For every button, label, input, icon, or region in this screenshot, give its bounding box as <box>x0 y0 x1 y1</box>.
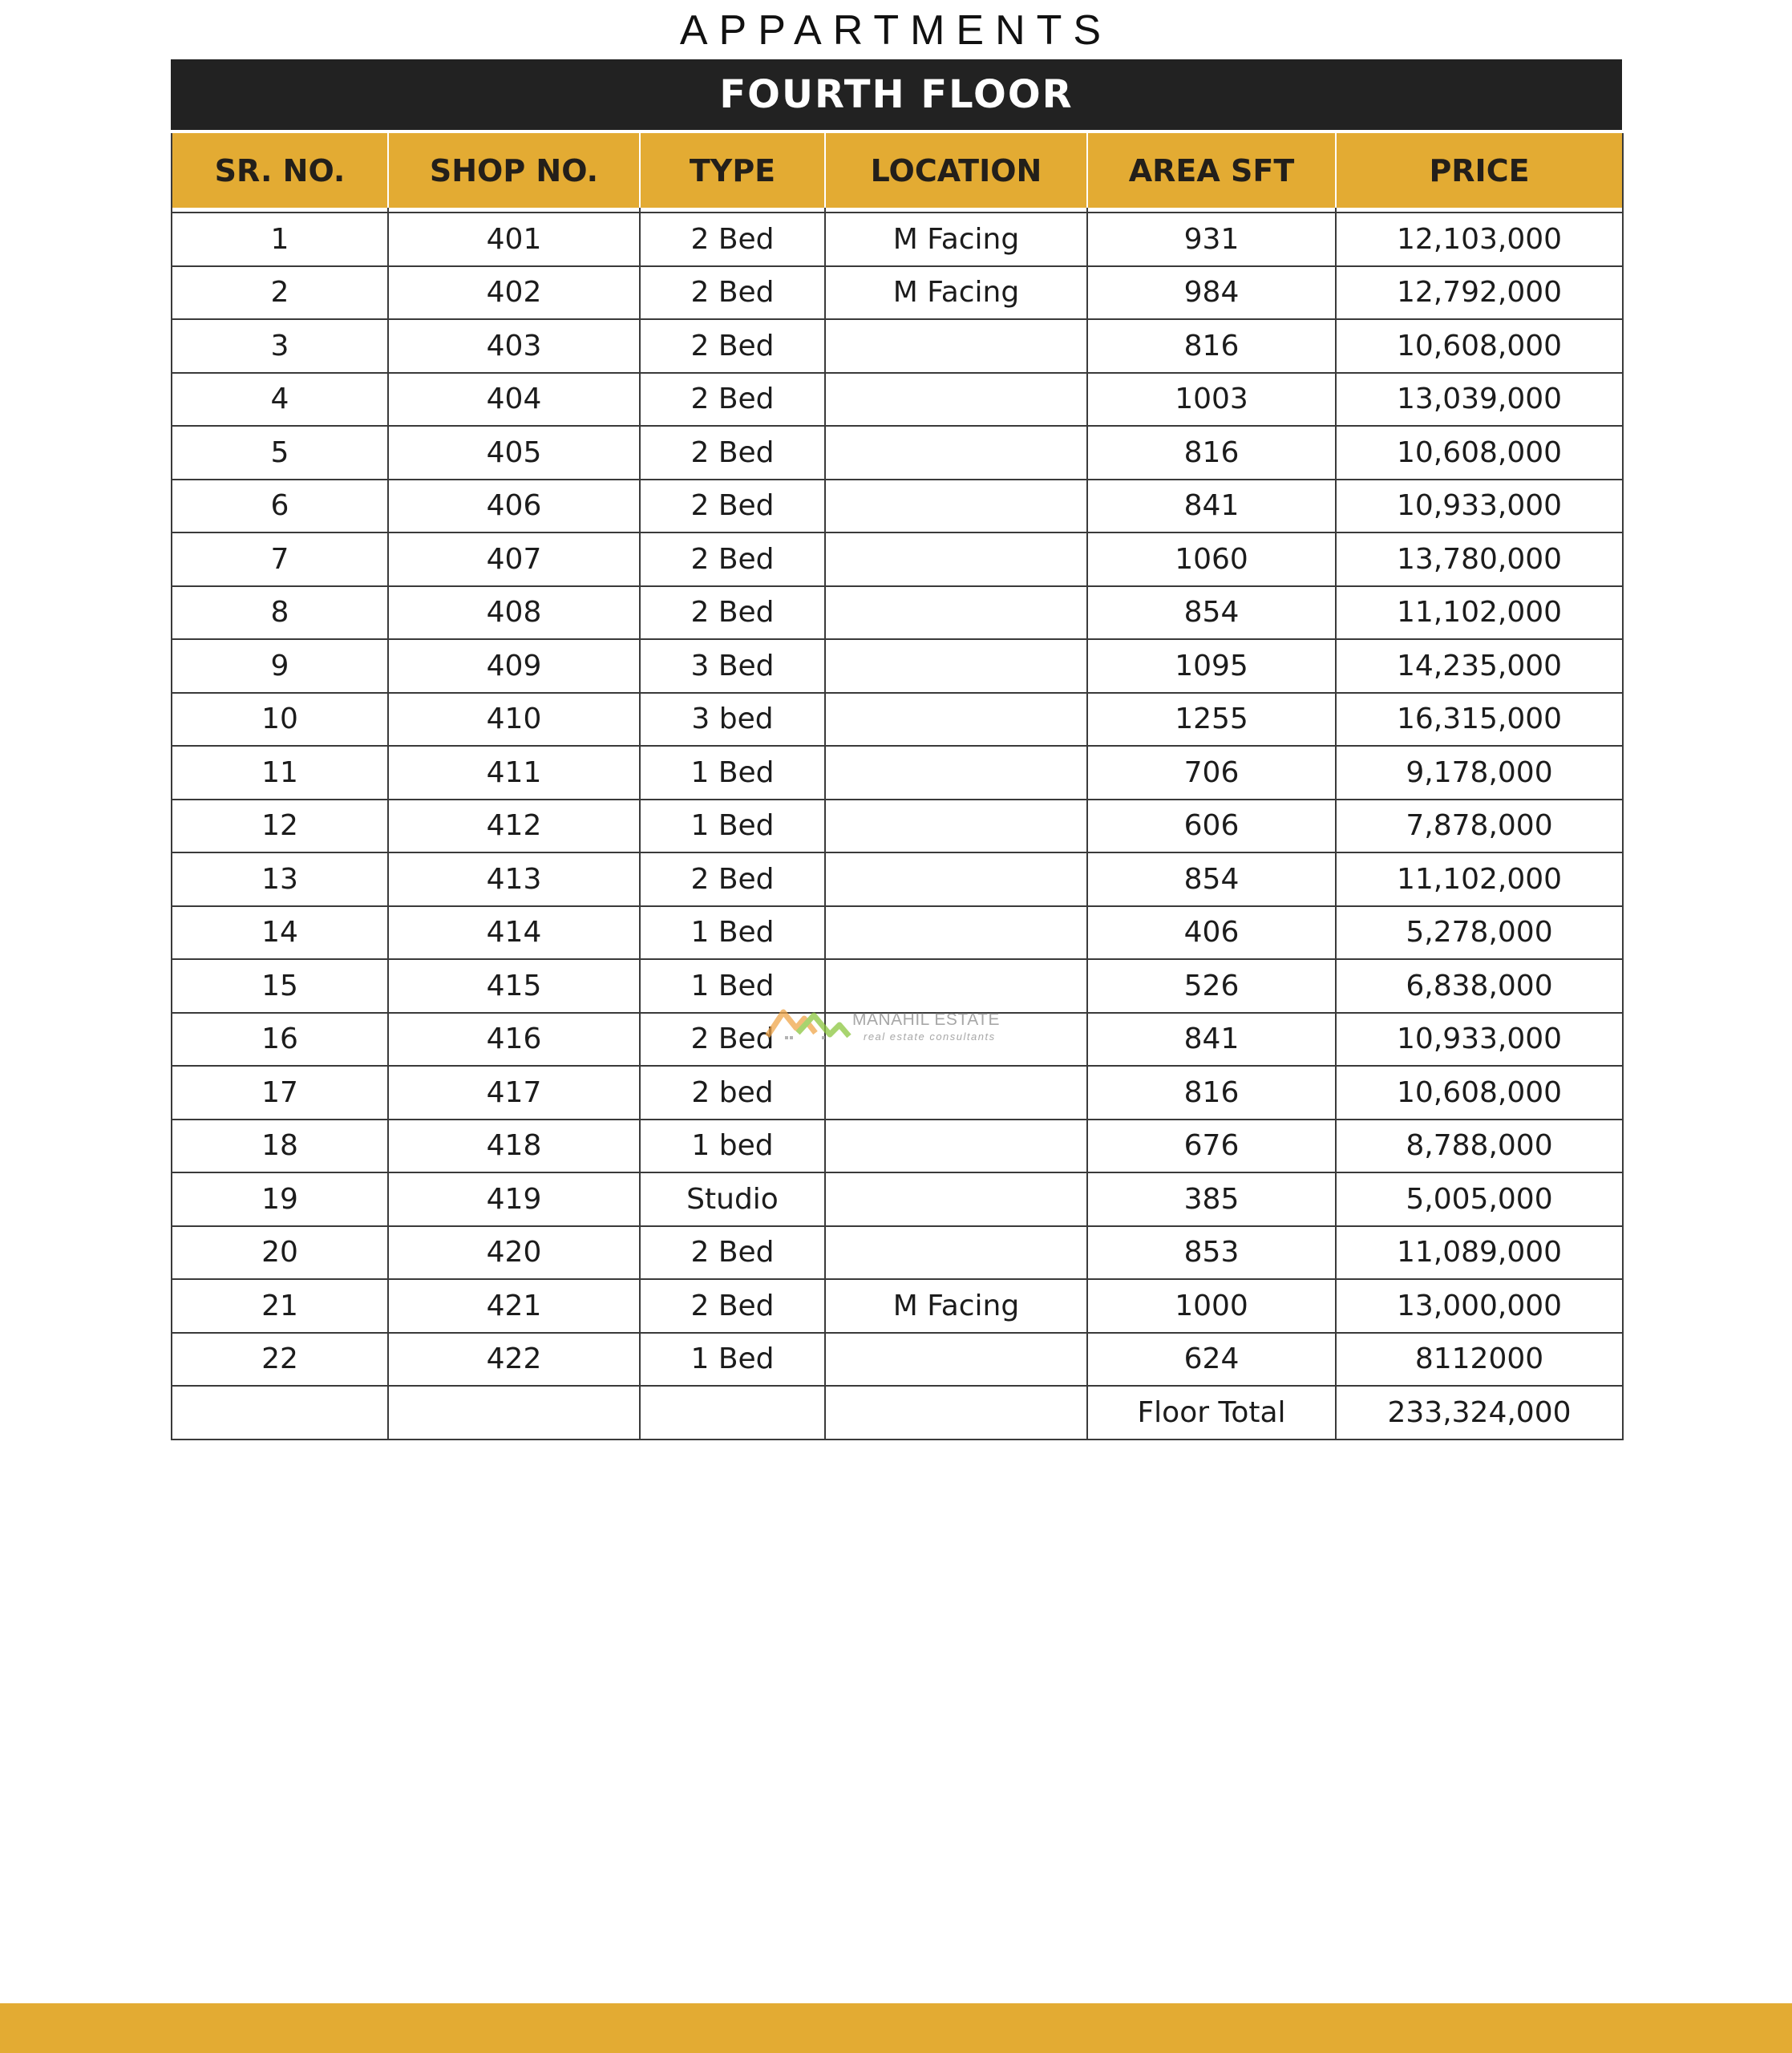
area-cell: 676 <box>1087 1120 1336 1173</box>
sr-no-cell: 16 <box>172 1013 388 1067</box>
type-cell: 2 Bed <box>640 266 825 320</box>
type-cell: 2 Bed <box>640 426 825 480</box>
sr-no-cell: 18 <box>172 1120 388 1173</box>
price-cell: 11,102,000 <box>1336 852 1623 906</box>
shop-no-cell: 418 <box>388 1120 640 1173</box>
type-cell: 2 Bed <box>640 213 825 266</box>
sr-no-cell: 1 <box>172 213 388 266</box>
table-row <box>172 1172 1623 1226</box>
location-cell <box>825 480 1087 533</box>
sr-no-cell: 15 <box>172 959 388 1013</box>
price-cell: 5,005,000 <box>1336 1172 1623 1226</box>
price-cell: 16,315,000 <box>1336 693 1623 747</box>
type-cell: Studio <box>640 1172 825 1226</box>
price-cell: 13,000,000 <box>1336 1279 1623 1333</box>
table-row <box>172 746 1623 800</box>
type-cell: 3 Bed <box>640 639 825 693</box>
type-cell: 1 Bed <box>640 800 825 853</box>
area-cell: 841 <box>1087 480 1336 533</box>
price-cell: 8,788,000 <box>1336 1120 1623 1173</box>
area-cell: 854 <box>1087 852 1336 906</box>
price-cell: 13,780,000 <box>1336 532 1623 586</box>
table-row <box>172 586 1623 640</box>
shop-no-cell: 401 <box>388 213 640 266</box>
watermark-tagline: real estate consultants <box>864 1031 996 1043</box>
footer-band <box>0 2003 1792 2053</box>
page-heading: APPARTMENTS <box>679 7 1113 54</box>
table-row <box>172 1279 1623 1333</box>
table-row <box>172 1226 1623 1280</box>
type-cell: 2 Bed <box>640 1226 825 1280</box>
shop-no-cell: 405 <box>388 426 640 480</box>
shop-no-cell: 409 <box>388 639 640 693</box>
table-row <box>172 426 1623 480</box>
location-cell <box>825 639 1087 693</box>
price-cell: 233,324,000 <box>1336 1386 1623 1440</box>
sr-no-cell: 21 <box>172 1279 388 1333</box>
type-cell: 2 Bed <box>640 373 825 427</box>
area-cell: 526 <box>1087 959 1336 1013</box>
sr-no-cell: 2 <box>172 266 388 320</box>
shop-no-cell: 422 <box>388 1333 640 1387</box>
area-cell: Floor Total <box>1087 1386 1336 1440</box>
table-header-row <box>172 133 1623 208</box>
column-header: PRICE <box>1336 133 1623 208</box>
sr-no-cell: 17 <box>172 1066 388 1120</box>
shop-no-cell: 420 <box>388 1226 640 1280</box>
sr-no-cell: 6 <box>172 480 388 533</box>
table-row <box>172 266 1623 320</box>
price-cell: 12,792,000 <box>1336 266 1623 320</box>
sr-no-cell: 20 <box>172 1226 388 1280</box>
table-row <box>172 480 1623 533</box>
location-cell: M Facing <box>825 1279 1087 1333</box>
sr-no-cell: 4 <box>172 373 388 427</box>
shop-no-cell: 404 <box>388 373 640 427</box>
type-cell <box>640 1386 825 1440</box>
house-logo-icon <box>766 1004 854 1044</box>
location-cell <box>825 426 1087 480</box>
location-cell <box>825 1386 1087 1440</box>
shop-no-cell: 419 <box>388 1172 640 1226</box>
type-cell: 3 bed <box>640 693 825 747</box>
table-row <box>172 852 1623 906</box>
location-cell <box>825 852 1087 906</box>
sr-no-cell: 19 <box>172 1172 388 1226</box>
area-cell: 984 <box>1087 266 1336 320</box>
table-row <box>172 639 1623 693</box>
watermark-name: MANAHIL ESTATE <box>852 1010 1000 1029</box>
type-cell: 1 Bed <box>640 1333 825 1387</box>
area-cell: 816 <box>1087 1066 1336 1120</box>
shop-no-cell: 403 <box>388 319 640 373</box>
location-cell <box>825 1226 1087 1280</box>
area-cell: 816 <box>1087 319 1336 373</box>
sr-no-cell: 14 <box>172 906 388 960</box>
price-cell: 6,838,000 <box>1336 959 1623 1013</box>
price-cell: 10,933,000 <box>1336 480 1623 533</box>
price-cell: 10,933,000 <box>1336 1013 1623 1067</box>
table-row <box>172 319 1623 373</box>
column-header: LOCATION <box>825 133 1087 208</box>
location-cell <box>825 532 1087 586</box>
area-cell: 816 <box>1087 426 1336 480</box>
shop-no-cell: 412 <box>388 800 640 853</box>
area-cell: 1003 <box>1087 373 1336 427</box>
table-row <box>172 1120 1623 1173</box>
type-cell: 2 Bed <box>640 532 825 586</box>
area-cell: 1000 <box>1087 1279 1336 1333</box>
price-cell: 11,089,000 <box>1336 1226 1623 1280</box>
shop-no-cell: 417 <box>388 1066 640 1120</box>
table-row <box>172 373 1623 427</box>
type-cell: 1 Bed <box>640 746 825 800</box>
sr-no-cell: 22 <box>172 1333 388 1387</box>
price-cell: 10,608,000 <box>1336 426 1623 480</box>
type-cell: 2 Bed <box>640 480 825 533</box>
shop-no-cell: 415 <box>388 959 640 1013</box>
shop-no-cell: 407 <box>388 532 640 586</box>
location-cell <box>825 319 1087 373</box>
shop-no-cell: 408 <box>388 586 640 640</box>
area-cell: 854 <box>1087 586 1336 640</box>
area-cell: 706 <box>1087 746 1336 800</box>
sr-no-cell: 7 <box>172 532 388 586</box>
location-cell <box>825 373 1087 427</box>
price-cell: 7,878,000 <box>1336 800 1623 853</box>
location-cell <box>825 800 1087 853</box>
table-row <box>172 213 1623 266</box>
price-list <box>171 59 1622 1440</box>
price-cell: 5,278,000 <box>1336 906 1623 960</box>
shop-no-cell: 414 <box>388 906 640 960</box>
area-cell: 1095 <box>1087 639 1336 693</box>
table-row <box>172 800 1623 853</box>
table-row <box>172 1333 1623 1387</box>
area-cell: 1060 <box>1087 532 1336 586</box>
shop-no-cell: 421 <box>388 1279 640 1333</box>
type-cell: 2 Bed <box>640 1013 825 1067</box>
location-cell <box>825 693 1087 747</box>
price-cell: 10,608,000 <box>1336 1066 1623 1120</box>
area-cell: 853 <box>1087 1226 1336 1280</box>
type-cell: 2 Bed <box>640 852 825 906</box>
shop-no-cell: 406 <box>388 480 640 533</box>
location-cell <box>825 1333 1087 1387</box>
sr-no-cell: 11 <box>172 746 388 800</box>
sr-no-cell: 8 <box>172 586 388 640</box>
table-body <box>172 208 1623 1440</box>
price-cell: 10,608,000 <box>1336 319 1623 373</box>
area-cell: 406 <box>1087 906 1336 960</box>
sr-no-cell <box>172 1386 388 1440</box>
price-cell: 8112000 <box>1336 1333 1623 1387</box>
location-cell <box>825 746 1087 800</box>
area-cell: 606 <box>1087 800 1336 853</box>
table-row <box>172 532 1623 586</box>
floor-total-row <box>172 1386 1623 1440</box>
price-cell: 9,178,000 <box>1336 746 1623 800</box>
type-cell: 1 bed <box>640 1120 825 1173</box>
shop-no-cell <box>388 1386 640 1440</box>
table-row <box>172 1066 1623 1120</box>
location-cell: M Facing <box>825 266 1087 320</box>
column-header: SHOP NO. <box>388 133 640 208</box>
column-header: SR. NO. <box>172 133 388 208</box>
price-cell: 14,235,000 <box>1336 639 1623 693</box>
sr-no-cell: 10 <box>172 693 388 747</box>
location-cell: M Facing <box>825 213 1087 266</box>
location-cell <box>825 906 1087 960</box>
location-cell <box>825 1172 1087 1226</box>
area-cell: 841 <box>1087 1013 1336 1067</box>
sr-no-cell: 3 <box>172 319 388 373</box>
shop-no-cell: 402 <box>388 266 640 320</box>
sr-no-cell: 9 <box>172 639 388 693</box>
column-header: AREA SFT <box>1087 133 1336 208</box>
price-cell: 11,102,000 <box>1336 586 1623 640</box>
location-cell <box>825 1120 1087 1173</box>
type-cell: 2 Bed <box>640 319 825 373</box>
shop-no-cell: 411 <box>388 746 640 800</box>
type-cell: 1 Bed <box>640 959 825 1013</box>
column-header: TYPE <box>640 133 825 208</box>
sr-no-cell: 13 <box>172 852 388 906</box>
table-row <box>172 906 1623 960</box>
location-cell <box>825 1066 1087 1120</box>
shop-no-cell: 416 <box>388 1013 640 1067</box>
shop-no-cell: 410 <box>388 693 640 747</box>
sr-no-cell: 5 <box>172 426 388 480</box>
price-cell: 13,039,000 <box>1336 373 1623 427</box>
shop-no-cell: 413 <box>388 852 640 906</box>
type-cell: 2 Bed <box>640 586 825 640</box>
floor-title-banner: FOURTH FLOOR <box>171 59 1622 133</box>
price-cell: 12,103,000 <box>1336 213 1623 266</box>
area-cell: 624 <box>1087 1333 1336 1387</box>
area-cell: 1255 <box>1087 693 1336 747</box>
area-cell: 931 <box>1087 213 1336 266</box>
manahil-estate-watermark <box>766 1004 1038 1044</box>
type-cell: 2 Bed <box>640 1279 825 1333</box>
type-cell: 2 bed <box>640 1066 825 1120</box>
location-cell <box>825 586 1087 640</box>
type-cell: 1 Bed <box>640 906 825 960</box>
table-row <box>172 693 1623 747</box>
sr-no-cell: 12 <box>172 800 388 853</box>
area-cell: 385 <box>1087 1172 1336 1226</box>
apartment-price-table <box>171 133 1624 1440</box>
